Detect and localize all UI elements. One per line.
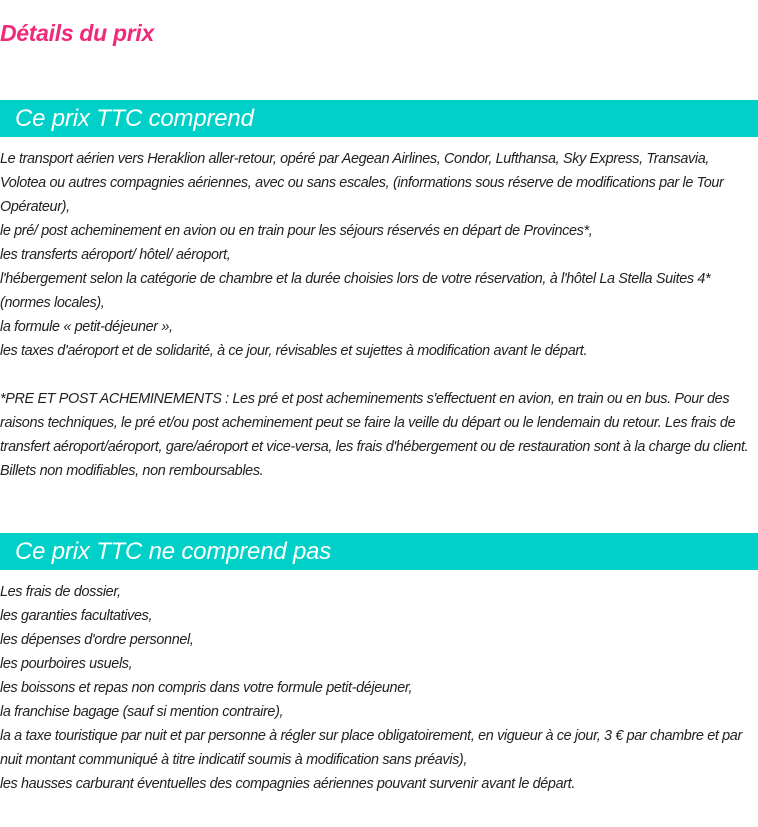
excluded-item-optional-insurance: les garanties facultatives, [0, 608, 153, 624]
included-item-breakfast: la formule « petit-déjeuner », [0, 319, 173, 335]
excluded-section-header [0, 533, 758, 570]
included-item-transfers: les transferts aéroport/ hôtel/ aéroport, [0, 247, 231, 263]
included-item-pre-post-routing: le pré/ post acheminement en avion ou en train pour les séjours réservés en départ de Provinces*, [0, 223, 593, 239]
excluded-item-drinks-meals: les boissons et repas non compris dans votre formule petit-déjeuner, [0, 680, 413, 696]
excluded-item-baggage: la franchise bagage (sauf si mention contraire), [0, 704, 284, 720]
excluded-list [0, 580, 758, 796]
excluded-item-tourist-tax: la a taxe touristique par nuit et par personne à régler sur place obligatoirement, en vigueur à ce jour, 3 € par chambre et par nuit montant communiqué à titre indicatif soumis à modification sans préavis), [0, 728, 742, 768]
included-heading: Ce prix TTC comprend [15, 104, 254, 132]
excluded-heading: Ce prix TTC ne comprend pas [15, 537, 332, 565]
excluded-item-tips: les pourboires usuels, [0, 656, 133, 672]
included-item-accommodation: l'hébergement selon la catégorie de chambre et la durée choisies lors de votre réservation, à l'hôtel La Stella Suites 4* (normes locales), [0, 271, 711, 311]
excluded-item-personal-expenses: les dépenses d'ordre personnel, [0, 632, 194, 648]
included-item-transport: Le transport aérien vers Heraklion aller-retour, opéré par Aegean Airlines, Condor, Lufthansa, Sky Express, Transavia, Volotea ou autres compagnies aériennes, avec ou sans escales, (informations sous réserve de modifications par le Tour Opérateur), [0, 151, 724, 215]
included-item-airport-taxes: les taxes d'aéroport et de solidarité, à ce jour, révisables et sujettes à modification avant le départ. [0, 343, 588, 359]
excluded-item-fuel-surcharge: les hausses carburant éventuelles des compagnies aériennes pouvant survenir avant le départ. [0, 776, 575, 792]
excluded-item-booking-fees: Les frais de dossier, [0, 584, 121, 600]
included-list [0, 147, 758, 363]
pre-post-routing-note: *PRE ET POST ACHEMINEMENTS : Les pré et post acheminements s'effectuent en avion, en train ou en bus. Pour des raisons techniques, le pré et/ou post acheminement peut se faire la veille du départ ou le lendemain du retour. Les frais de transfert aéroport/aéroport, gare/aéroport et vice-versa, les frais d'hébergement ou de restauration sont à la charge du client. Billets non modifiables, non remboursables. [0, 391, 749, 479]
included-section-header [0, 100, 758, 137]
page-title: Détails du prix [0, 20, 154, 46]
